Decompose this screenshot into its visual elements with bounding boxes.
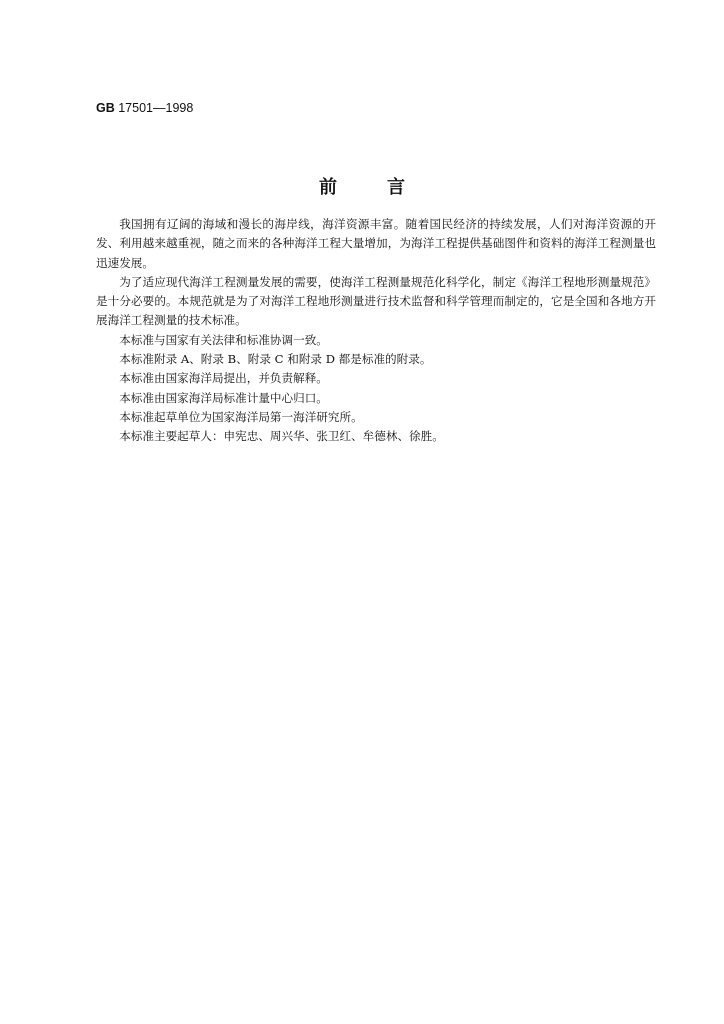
paragraph: 为了适应现代海洋工程测量发展的需要，使海洋工程测量规范化科学化，制定《海洋工程地形测量规范》是十分必要的。本规范就是为了对海洋工程地形测量进行技术监督和科学管理而制定的，它是全国和各地方开展海洋工程测量的技术标准。 (96, 274, 656, 328)
section-title (0, 173, 724, 199)
foreword-body (96, 215, 656, 447)
paragraph: 本标准由国家海洋局标准计量中心归口。 (119, 390, 328, 405)
paragraph: 本标准由国家海洋局提出，并负责解释。 (119, 371, 328, 386)
paragraph: 本标准主要起草人：申宪忠、周兴华、张卫红、牟德林、徐胜。 (119, 429, 444, 444)
paragraph: 本标准与国家有关法律和标准协调一致。 (119, 332, 328, 347)
title-char-2: 言 (387, 177, 405, 198)
paragraph: 我国拥有辽阔的海域和漫长的海岸线，海洋资源丰富。随着国民经济的持续发展，人们对海洋资源的开发、利用越来越重视，随之而来的各种海洋工程大量增加，为海洋工程提供基础图件和资料的海洋工程测量也迅速发展。 (96, 217, 656, 270)
standard-number (96, 101, 193, 115)
standard-code: 17501—1998 (118, 101, 194, 115)
paragraph: 本标准附录 A、附录 B、附录 C 和附录 D 都是标准的附录。 (119, 352, 432, 367)
paragraph: 本标准起草单位为国家海洋局第一海洋研究所。 (119, 409, 363, 424)
title-char-1: 前 (319, 177, 337, 198)
standard-prefix: GB (96, 101, 115, 115)
